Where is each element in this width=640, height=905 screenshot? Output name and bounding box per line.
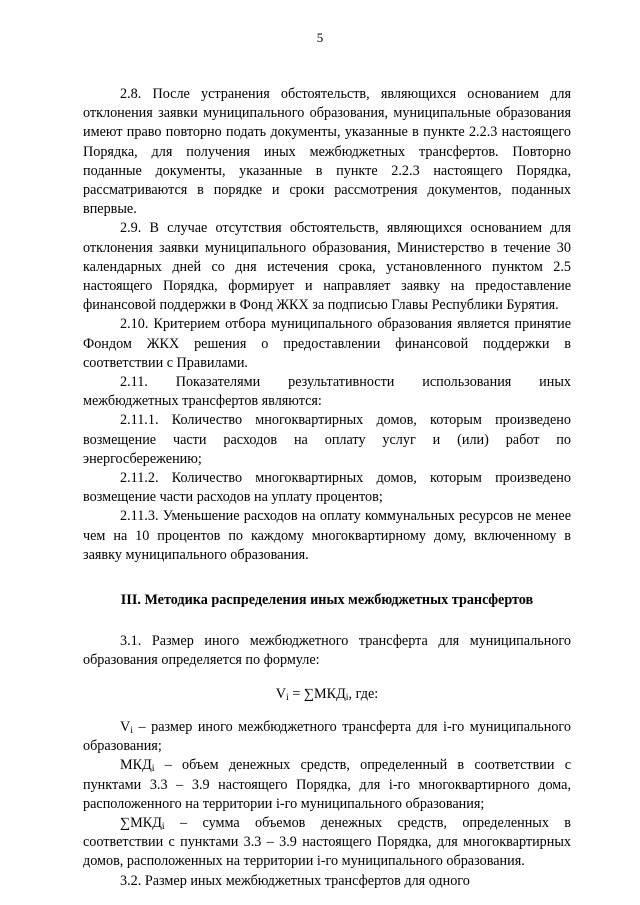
formula: [83, 685, 571, 704]
definition-sub: i: [161, 820, 165, 832]
formula-eq: = ∑МКД: [288, 685, 346, 702]
document-body: [83, 85, 571, 891]
definition-sub: i: [130, 724, 134, 736]
definition-mkd: [83, 756, 571, 814]
definition-symbol: ∑МКД: [120, 814, 162, 831]
formula-rhs-sub: i: [345, 691, 349, 703]
paragraph-2-11-3: 2.11.3. Уменьшение расходов на оплату коммунальных ресурсов не менее чем на 10 процентов по каждому многоквартирному дому, включенному в заявку муниципального образования.: [83, 508, 571, 563]
paragraph-2-11-1: 2.11.1. Количество многоквартирных домов, которым произведено возмещение части расходов на оплату услуг и (или) работ по энергосбережению;: [83, 412, 571, 467]
formula-lhs-sub: i: [286, 691, 289, 703]
paragraph-2-11: 2.11. Показателями результативности использования иных межбюджетных трансфертов являются:: [83, 374, 571, 410]
definition-text: – объем денежных средств, определенный в соответствии с пунктами 3.3 – 3.9 настоящего Порядка, для i-го многоквартирного дома, расположенного на территории i-го муниципального образования;: [83, 757, 571, 812]
paragraph-2-11-2: 2.11.2. Количество многоквартирных домов, которым произведено возмещение части расходов на уплату процентов;: [83, 470, 571, 506]
paragraph-2-10: 2.10. Критерием отбора муниципального образования является принятие Фондом ЖКХ решения о предоставлении финансовой поддержки в соответствии с Правилами.: [83, 316, 571, 371]
page-number: 5: [316, 30, 324, 45]
definition-v: [83, 718, 571, 756]
definition-text: – сумма объемов денежных средств, определенных в соответствии с пунктами 3.3 – 3.9 настоящего Порядка, для многоквартирных домов, расположенных на территории i-го муниципального образования.: [83, 814, 571, 870]
paragraph-2-9: 2.9. В случае отсутствия обстоятельств, являющихся основанием для отклонения заявки муниципального образования, Министерство в течение 30 календарных дней со дня истечения срока, установленного пунктом 2.5 настоящего Порядка, формирует и направляет заявку на предоставление финансовой поддержки в Фонд ЖКХ за подписью Главы Республики Бурятия.: [83, 220, 571, 314]
formula-tail: , где:: [348, 685, 379, 702]
paragraph-3-1: 3.1. Размер иного межбюджетного трансферта для муниципального образования определяется по формуле:: [83, 633, 571, 669]
definition-sub: i: [151, 763, 155, 775]
definition-symbol: МКД: [120, 757, 152, 774]
section-heading: III. Методика распределения иных межбюджетных трансфертов: [120, 592, 534, 609]
definition-sum-mkd: [83, 814, 571, 872]
paragraph-2-8: 2.8. После устранения обстоятельств, являющихся основанием для отклонения заявки муниципального образования, муниципальные образования имеют право повторно подать документы, указанные в пункте 2.2.3 настоящего Порядка, для получения иных межбюджетных трансфертов. Повторно поданные документы, указанные в пункте 2.2.3 настоящего Порядка, рассматриваются в порядке и сроки рассмотрения документов, поданных впервые.: [83, 86, 571, 218]
paragraph-3-2: 3.2. Размер иных межбюджетных трансфертов для одного: [120, 872, 470, 889]
definition-symbol: V: [120, 718, 131, 735]
formula-lhs: V: [275, 685, 287, 702]
definition-text: – размер иного межбюджетного трансферта для i-го муниципального образования;: [83, 718, 571, 755]
